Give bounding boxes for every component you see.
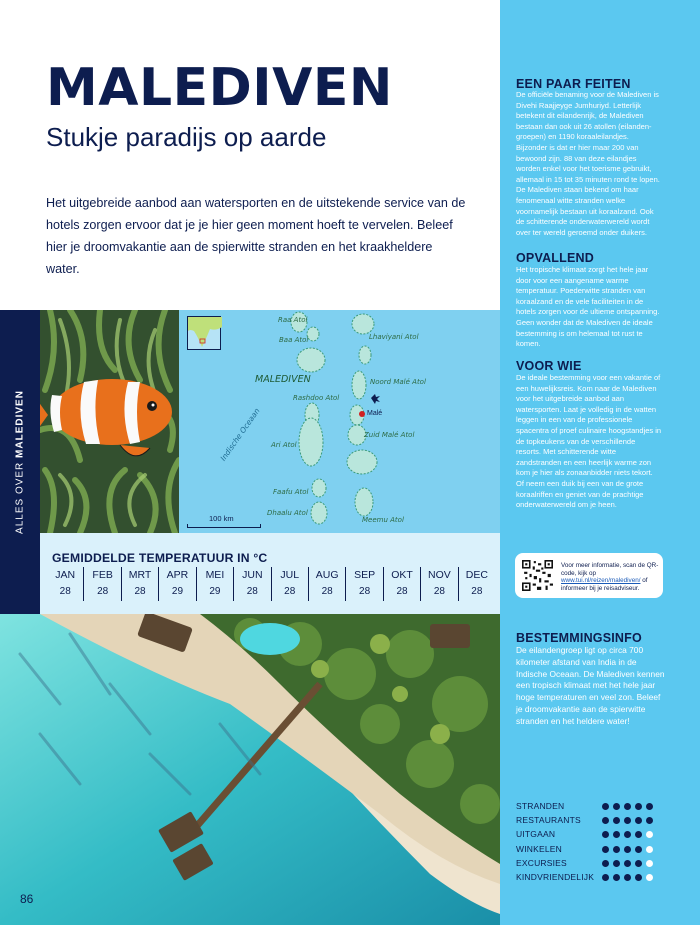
atoll-label: Ari Atol xyxy=(271,441,297,449)
rating-dot-filled xyxy=(602,860,609,867)
rating-dot-filled xyxy=(613,803,620,810)
opvallend-text: Het tropische klimaat zorgt het hele jaar door voor een aangename warme temperatuur. Poederwitte stranden van koraalzand en de vele faciliteiten in de hotels zorgen voor de ultieme ontspanning. Geen wonder dat de Malediven de ideale bestemming is om helemaal tot rust te komen. xyxy=(516,265,660,349)
temperature-column xyxy=(384,567,421,601)
rating-dots xyxy=(602,846,653,853)
rating-label: UITGAAN xyxy=(516,829,556,840)
month-label: JUL xyxy=(280,569,300,581)
side-label-strong: MALEDIVEN xyxy=(14,390,26,458)
rating-label: KINDVRIENDELIJK xyxy=(516,872,595,882)
maldives-map xyxy=(179,310,500,533)
side-label xyxy=(15,390,26,534)
month-label: AUG xyxy=(315,569,339,581)
voor-wie-heading: VOOR WIE xyxy=(516,359,582,373)
qr-website-link[interactable]: www.tui.nl/reizen/malediven/ xyxy=(561,577,641,585)
temperature-title: GEMIDDELDE TEMPERATUUR IN °C xyxy=(52,551,268,565)
voor-wie-text: De ideale bestemming voor een vakantie of een huwelijksreis. Kom naar de Malediven voor het uitgebreide aanbod aan watersporten. Laat je volledig in de watten leggen in een van de professionele spacentra of proef culinaire hoogstandjes in de topkeukens van de verschillende resorts. Met schitterende witte zandstranden en een heerlijk warme zon kom je hier als zonaanbidder niets tekort. Of neem een duik bij een van de grote koraalriffen en geniet van de prachtige onderwaterwereld om je heen. xyxy=(516,373,662,510)
rating-dot-filled xyxy=(602,803,609,810)
qr-code-icon[interactable] xyxy=(522,560,553,591)
rating-row xyxy=(516,858,666,870)
atoll-label: Noord Malé Atol xyxy=(370,378,426,386)
rating-dot-filled xyxy=(635,803,642,810)
month-label: NOV xyxy=(428,569,451,581)
rating-dot-filled xyxy=(624,874,631,881)
rating-dots xyxy=(602,874,653,881)
bestemmingsinfo-text: De eilandengroep ligt op circa 700 kilometer afstand van India in de Indische Oceaan. De Malediven kennen een tropisch klimaat met het hele jaar hoge temperaturen en veel zon. Beleef je droomvakantie aan de spierwitte stranden en het heldere water! xyxy=(516,645,665,726)
rating-dot-empty xyxy=(646,831,653,838)
temperature-value: 28 xyxy=(396,586,408,597)
rating-dot-filled xyxy=(646,803,653,810)
temperature-value: 28 xyxy=(246,586,258,597)
rating-dots xyxy=(602,803,653,810)
rating-dot-filled xyxy=(613,817,620,824)
temperature-grid xyxy=(47,567,495,601)
qr-info-box xyxy=(515,553,663,598)
side-label-prefix: ALLES OVER xyxy=(14,457,26,534)
rating-dots xyxy=(602,860,653,867)
rating-dot-filled xyxy=(635,860,642,867)
rating-dot-filled xyxy=(635,846,642,853)
map-ocean-label: Indische Oceaan xyxy=(218,406,262,463)
rating-dot-filled xyxy=(624,831,631,838)
rating-dot-filled xyxy=(602,831,609,838)
temperature-column xyxy=(47,567,84,601)
month-label: JUN xyxy=(242,569,263,581)
qr-text-after: of informeer bij je reisadviseur. xyxy=(561,577,648,592)
rating-dot-filled xyxy=(635,831,642,838)
map-country-label: MALEDIVEN xyxy=(255,374,311,385)
temperature-table xyxy=(40,533,500,614)
month-label: APR xyxy=(166,569,189,581)
facts-text: De officiële benaming voor de Malediven is Divehi Raajjeyge Jumhuriyd. Letterlijk betekent dit eilandenrijk, de Malediven bestaan dan ook uit 26 atollen (eilanden-groepen) en 1190 koraaleilandjes. Bijzonder is dat er hier maar 200 van bewoond zijn. 88 van deze eilandjes worden enkel voor het toerisme gebruikt, allemaal in 15 tot 35 minuten rond te lopen. De Malediven staan bekend om haar fenomenaal witte stranden welke voornamelijk bestaan uit koraalzand. Ook de schitterende onderwaterwereld wordt over ter wereld geroemd onder duikers. xyxy=(516,90,660,237)
temperature-value: 29 xyxy=(171,586,184,597)
rating-dot-filled xyxy=(613,874,620,881)
temperature-value: 28 xyxy=(433,586,445,597)
rating-dot-filled xyxy=(646,817,653,824)
atoll-label: Dhaalu Atol xyxy=(267,509,308,517)
rating-dot-filled xyxy=(602,874,609,881)
atoll-label: Zuid Malé Atol xyxy=(364,431,415,439)
rating-label: STRANDEN xyxy=(516,801,565,811)
rating-row xyxy=(516,829,666,841)
page-title: MALEDIVEN xyxy=(46,58,393,118)
rating-dot-filled xyxy=(624,803,631,810)
rating-dots xyxy=(602,817,653,824)
rating-dot-filled xyxy=(624,846,631,853)
atoll-label: Meemu Atol xyxy=(362,516,404,524)
map-capital-label: Malé xyxy=(367,410,383,417)
temperature-column xyxy=(84,567,121,601)
rating-label: EXCURSIES xyxy=(516,857,567,868)
opvallend-heading: OPVALLEND xyxy=(516,251,594,265)
rating-dot-empty xyxy=(646,874,653,881)
rating-dot-filled xyxy=(602,817,609,824)
temperature-value: 28 xyxy=(134,586,146,597)
map-scale-bar xyxy=(187,524,261,528)
temperature-value: 28 xyxy=(284,586,296,597)
rating-dot-empty xyxy=(646,846,653,853)
rating-row xyxy=(516,872,666,884)
rating-dot-filled xyxy=(602,846,609,853)
rating-row xyxy=(516,844,666,856)
rating-label: WINKELEN xyxy=(516,843,562,854)
atoll-label: Lhaviyani Atol xyxy=(369,333,419,341)
rating-dot-filled xyxy=(624,860,631,867)
atoll-label: Faafu Atol xyxy=(273,488,309,496)
beach-aerial-photo xyxy=(0,614,500,925)
atoll-label: Raa Atol xyxy=(278,316,308,324)
month-label: MEI xyxy=(205,569,225,581)
rating-dots xyxy=(602,831,653,838)
temperature-value: 28 xyxy=(59,586,71,597)
month-label: FEB xyxy=(92,569,113,581)
bestemmingsinfo-heading: BESTEMMINGSINFO xyxy=(516,631,642,645)
temperature-value: 29 xyxy=(209,586,221,597)
month-label: OKT xyxy=(391,569,413,581)
temperature-value: 28 xyxy=(471,586,483,597)
temperature-column xyxy=(122,567,159,601)
rating-dot-filled xyxy=(635,874,642,881)
temperature-value: 28 xyxy=(97,586,109,597)
intro-paragraph: Het uitgebreide aanbod aan watersporten en de uitstekende service van de hotels zorgen ervoor dat je je hier geen moment hoeft te vervelen. Beleef hier je droomvakantie aan de spierwitte stranden en het kraakheldere water. xyxy=(46,196,466,276)
temperature-column xyxy=(309,567,346,601)
month-label: DEC xyxy=(465,569,488,581)
month-label: MRT xyxy=(128,569,152,581)
rating-dot-filled xyxy=(624,817,631,824)
temperature-column xyxy=(272,567,309,601)
atoll-shapes xyxy=(179,310,500,533)
atoll-label: Baa Atol xyxy=(279,336,309,344)
qr-instructions xyxy=(561,562,659,592)
temperature-value: 28 xyxy=(359,586,371,597)
atoll-label: Rashdoo Atol xyxy=(293,394,340,402)
temperature-column xyxy=(459,567,495,601)
rating-row xyxy=(516,815,666,827)
qr-text-before: Voor meer informatie, scan de QR-code, kijk op xyxy=(561,562,659,577)
map-scale-label: 100 km xyxy=(209,514,234,523)
clownfish-photo xyxy=(40,310,179,533)
rating-label: RESTAURANTS xyxy=(516,815,581,826)
temperature-column xyxy=(346,567,383,601)
page-number: 86 xyxy=(20,892,34,906)
temperature-column xyxy=(421,567,458,601)
month-label: JAN xyxy=(55,569,76,581)
rating-dot-filled xyxy=(613,846,620,853)
page-subtitle: Stukje paradijs op aarde xyxy=(46,122,327,152)
month-label: SEP xyxy=(354,569,376,581)
facts-heading: EEN PAAR FEITEN xyxy=(516,77,631,91)
rating-dot-empty xyxy=(646,860,653,867)
temperature-column xyxy=(197,567,234,601)
temperature-column xyxy=(234,567,271,601)
rating-row xyxy=(516,801,666,813)
rating-dot-filled xyxy=(613,831,620,838)
temperature-value: 28 xyxy=(321,586,333,597)
rating-dot-filled xyxy=(635,817,642,824)
temperature-column xyxy=(159,567,196,601)
rating-dot-filled xyxy=(613,860,620,867)
